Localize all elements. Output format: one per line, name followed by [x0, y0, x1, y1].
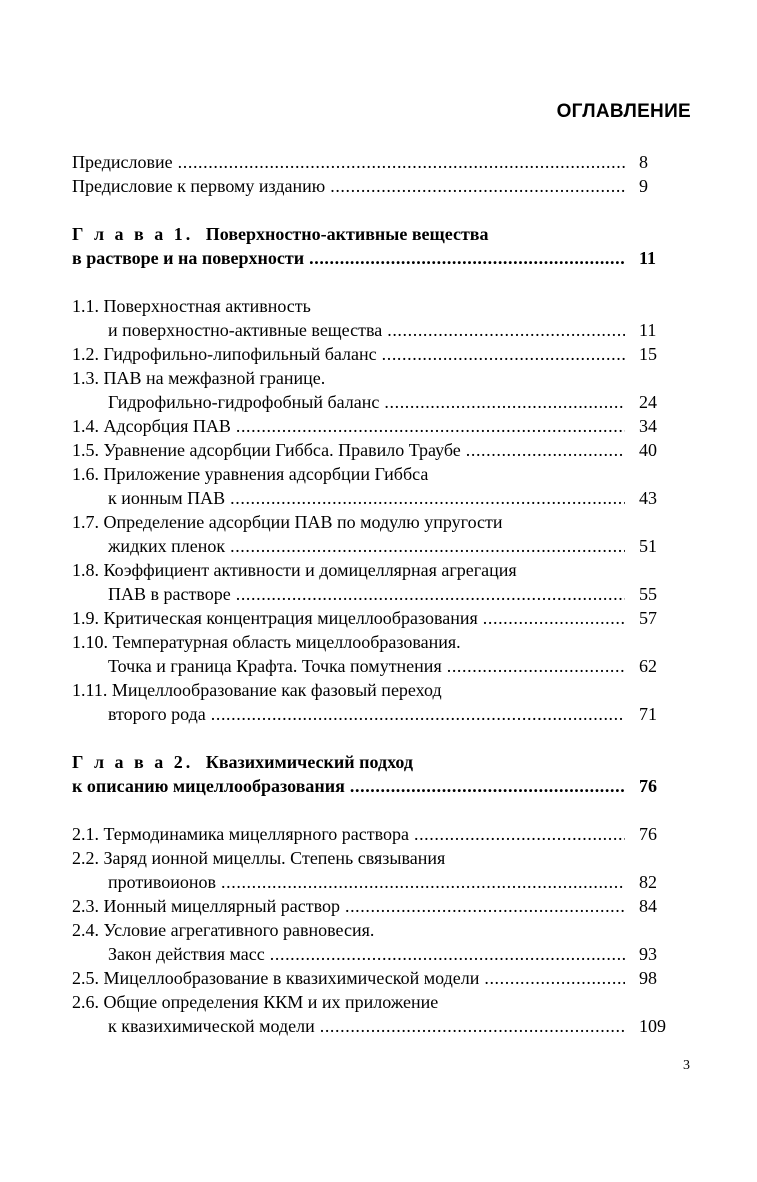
toc-entry-section[interactable]	[72, 342, 692, 366]
entry-text: и поверхностно-активные вещества	[108, 320, 383, 340]
dot-leader	[382, 342, 625, 366]
dot-leader	[414, 822, 625, 846]
entry-text: ПАВ в растворе	[108, 584, 231, 604]
toc-entry-section-cont[interactable]	[72, 582, 692, 606]
entry-text: 2.6. Общие определения ККМ и их приложение	[72, 992, 439, 1012]
entry-page: 15	[639, 344, 657, 364]
toc-entry-section[interactable]	[72, 822, 692, 846]
entry-fill	[72, 534, 625, 558]
entry-fill	[72, 894, 625, 918]
entry-fill	[72, 606, 625, 630]
entry-page: 51	[639, 536, 657, 556]
entry-fill	[72, 246, 625, 270]
toc-entry-section[interactable]	[72, 438, 692, 462]
entry-fill	[72, 870, 625, 894]
entry-page: 11	[639, 320, 657, 340]
entry-fill	[72, 966, 625, 990]
entry-fill	[72, 150, 625, 174]
dot-leader	[230, 486, 625, 510]
dot-leader	[484, 966, 625, 990]
entry-fill	[72, 486, 625, 510]
toc-entry-section-cont[interactable]	[72, 654, 692, 678]
entry-text: Гидрофильно-гидрофобный баланс	[108, 392, 380, 412]
entry-text: 1.11. Мицеллообразование как фазовый переход	[72, 680, 442, 700]
dot-leader	[270, 942, 625, 966]
toc-entry-section[interactable]	[72, 678, 692, 702]
entry-fill	[72, 822, 625, 846]
entry-text: 2.4. Условие агрегативного равновесия.	[72, 920, 375, 940]
toc-entry-section[interactable]	[72, 918, 692, 942]
entry-text: 1.4. Адсорбция ПАВ	[72, 416, 231, 436]
entry-page: 11	[639, 248, 657, 268]
entry-text: жидких пленок	[108, 536, 226, 556]
chapter-heading-line2[interactable]	[72, 774, 692, 798]
entry-fill	[72, 438, 625, 462]
entry-text: Предисловие	[72, 152, 173, 172]
dot-leader	[221, 870, 625, 894]
entry-page: 40	[639, 440, 657, 460]
entry-fill	[72, 174, 625, 198]
page-number: 3	[683, 1058, 690, 1073]
spacer	[72, 198, 692, 222]
toc-entry-section[interactable]	[72, 558, 692, 582]
table-of-contents	[72, 150, 692, 1038]
spacer	[72, 270, 692, 294]
dot-leader	[320, 1014, 625, 1038]
toc-entry-section[interactable]	[72, 414, 692, 438]
spacer	[72, 726, 692, 750]
dot-leader	[178, 150, 625, 174]
dot-leader	[309, 246, 625, 270]
entry-text: 1.6. Приложение уравнения адсорбции Гиббса	[72, 464, 429, 484]
toc-entry-section-cont[interactable]	[72, 870, 692, 894]
entry-text: 1.10. Температурная область мицеллообразования.	[72, 632, 461, 652]
entry-text: 1.2. Гидрофильно-липофильный баланс	[72, 344, 377, 364]
entry-text: Точка и граница Крафта. Точка помутнения	[108, 656, 442, 676]
dot-leader	[384, 390, 625, 414]
toc-entry-section[interactable]	[72, 966, 692, 990]
dot-leader	[345, 894, 625, 918]
chapter-title: Квазихимический подход	[205, 752, 413, 772]
entry-fill	[72, 654, 625, 678]
toc-entry-section-cont[interactable]	[72, 1014, 692, 1038]
entry-text: Предисловие к первому изданию	[72, 176, 326, 196]
dot-leader	[211, 702, 625, 726]
dot-leader	[466, 438, 625, 462]
chapter-label: Г л а в а 1.	[72, 224, 201, 244]
entry-page: 57	[639, 608, 657, 628]
spacer	[72, 798, 692, 822]
entry-page: 9	[639, 176, 648, 196]
entry-page: 34	[639, 416, 657, 436]
entry-fill	[72, 1014, 625, 1038]
page-title: ОГЛАВЛЕНИЕ	[556, 101, 691, 122]
entry-page: 82	[639, 872, 657, 892]
toc-entry-front[interactable]	[72, 174, 692, 198]
entry-page: 98	[639, 968, 657, 988]
toc-entry-section[interactable]	[72, 366, 692, 390]
entry-page: 8	[639, 152, 648, 172]
toc-entry-section[interactable]	[72, 894, 692, 918]
entry-fill	[72, 582, 625, 606]
dot-leader	[387, 318, 625, 342]
toc-entry-front[interactable]	[72, 150, 692, 174]
entry-text: в растворе и на поверхности	[72, 248, 305, 268]
toc-entry-section[interactable]	[72, 846, 692, 870]
entry-text: к квазихимической модели	[108, 1016, 315, 1036]
entry-page: 62	[639, 656, 657, 676]
dot-leader	[483, 606, 625, 630]
entry-text: противоионов	[108, 872, 217, 892]
entry-fill	[72, 702, 625, 726]
dot-leader	[236, 582, 625, 606]
dot-leader	[230, 534, 625, 558]
entry-page: 84	[639, 896, 657, 916]
entry-page: 24	[639, 392, 657, 412]
entry-text: 2.3. Ионный мицеллярный раствор	[72, 896, 340, 916]
entry-text: второго рода	[108, 704, 206, 724]
toc-entry-section-cont[interactable]	[72, 534, 692, 558]
entry-fill	[72, 942, 625, 966]
dot-leader	[330, 174, 625, 198]
toc-entry-section-cont[interactable]	[72, 318, 692, 342]
dot-leader	[350, 774, 625, 798]
entry-text: 1.5. Уравнение адсорбции Гиббса. Правило Траубе	[72, 440, 461, 460]
toc-entry-section[interactable]	[72, 606, 692, 630]
entry-fill	[72, 342, 625, 366]
toc-entry-section[interactable]	[72, 630, 692, 654]
chapter-label: Г л а в а 2.	[72, 752, 201, 772]
entry-text: 1.9. Критическая концентрация мицеллообразования	[72, 608, 478, 628]
entry-fill	[72, 390, 625, 414]
dot-leader	[447, 654, 625, 678]
chapter-heading[interactable]	[72, 222, 692, 246]
toc-entry-section-cont[interactable]	[72, 942, 692, 966]
toc-entry-section[interactable]	[72, 294, 692, 318]
entry-page: 76	[639, 824, 657, 844]
entry-text: 2.2. Заряд ионной мицеллы. Степень связывания	[72, 848, 446, 868]
toc-entry-section-cont[interactable]	[72, 486, 692, 510]
entry-text: 1.3. ПАВ на межфазной границе.	[72, 368, 326, 388]
entry-text: к описанию мицеллообразования	[72, 776, 345, 796]
entry-text: 2.1. Термодинамика мицеллярного раствора	[72, 824, 409, 844]
toc-entry-section[interactable]	[72, 990, 692, 1014]
dot-leader	[236, 414, 625, 438]
entry-page: 93	[639, 944, 657, 964]
entry-text: к ионным ПАВ	[108, 488, 226, 508]
entry-text: 1.8. Коэффициент активности и домицеллярная агрегация	[72, 560, 517, 580]
entry-page: 55	[639, 584, 657, 604]
entry-fill	[72, 774, 625, 798]
toc-entry-section[interactable]	[72, 462, 692, 486]
entry-fill	[72, 318, 625, 342]
entry-page: 71	[639, 704, 657, 724]
toc-entry-section-cont[interactable]	[72, 702, 692, 726]
chapter-heading[interactable]	[72, 750, 692, 774]
entry-page: 43	[639, 488, 657, 508]
entry-page: 109	[639, 1016, 666, 1036]
entry-page: 76	[639, 776, 657, 796]
entry-text: 1.1. Поверхностная активность	[72, 296, 311, 316]
toc-entry-section-cont[interactable]	[72, 390, 692, 414]
entry-text: Закон действия масс	[108, 944, 265, 964]
chapter-heading-line2[interactable]	[72, 246, 692, 270]
chapter-title: Поверхностно-активные вещества	[205, 224, 489, 244]
entry-fill	[72, 414, 625, 438]
toc-entry-section[interactable]	[72, 510, 692, 534]
entry-text: 2.5. Мицеллообразование в квазихимической модели	[72, 968, 480, 988]
entry-text: 1.7. Определение адсорбции ПАВ по модулю упругости	[72, 512, 503, 532]
